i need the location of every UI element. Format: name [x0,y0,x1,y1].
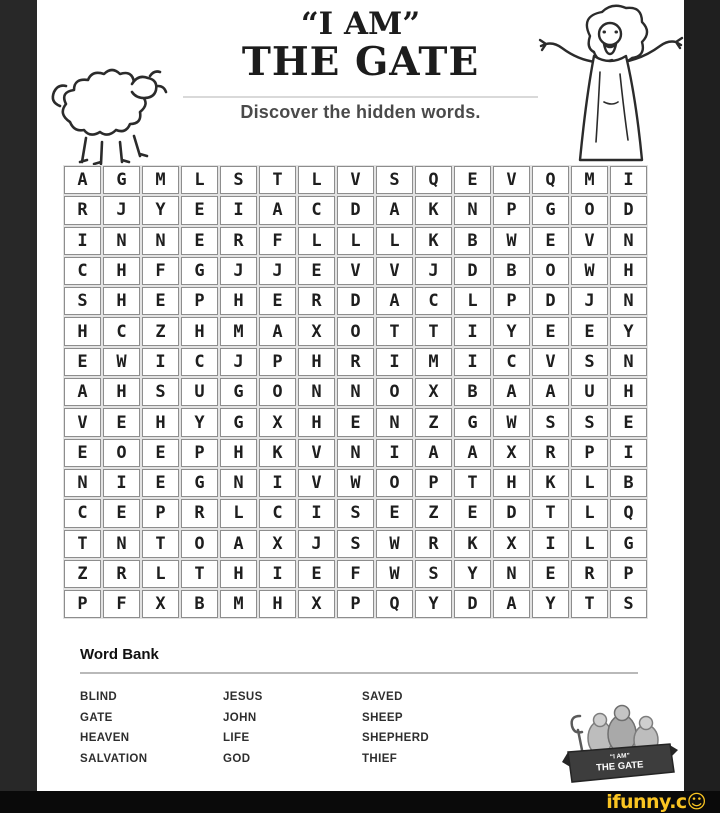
grid-cell: N [298,378,335,406]
grid-cell: E [376,499,413,527]
grid-cell: R [181,499,218,527]
grid-cell: P [493,196,530,224]
grid-cell: F [337,560,374,588]
grid-cell: Y [181,408,218,436]
grid-cell: F [259,227,296,255]
grid-cell: V [298,439,335,467]
puzzle-title-line1: “I AM” [300,6,421,42]
grid-cell: J [259,257,296,285]
grid-cell: N [610,348,647,376]
grid-cell: P [64,590,101,618]
grid-cell: N [454,196,491,224]
grid-cell: O [337,317,374,345]
grid-cell: S [571,348,608,376]
grid-cell: T [259,166,296,194]
grid-cell: Z [415,499,452,527]
grid-cell: E [610,408,647,436]
grid-cell: W [493,227,530,255]
grid-cell: K [532,469,569,497]
grid-cell: Q [532,166,569,194]
grid-cell: L [337,227,374,255]
grid-cell: J [220,257,257,285]
grid-cell: M [142,166,179,194]
grid-cell: Z [64,560,101,588]
grid-cell: Q [376,590,413,618]
grid-cell: D [610,196,647,224]
grid-cell: R [415,530,452,558]
grid-cell: H [181,317,218,345]
word-bank-word: SALVATION [80,752,148,765]
grid-cell: V [64,408,101,436]
grid-cell: N [493,560,530,588]
grid-cell: N [610,227,647,255]
grid-cell: P [259,348,296,376]
grid-cell: Q [415,166,452,194]
grid-cell: M [571,166,608,194]
grid-cell: R [571,560,608,588]
grid-cell: I [142,348,179,376]
grid-cell: X [142,590,179,618]
grid-cell: N [103,227,140,255]
grid-cell: I [610,166,647,194]
grid-cell: A [259,196,296,224]
grid-cell: I [532,530,569,558]
grid-cell: A [532,378,569,406]
grid-cell: B [493,257,530,285]
watermark-bar [0,791,720,813]
grid-cell: J [220,348,257,376]
ifunny-watermark [606,791,706,813]
grid-cell: N [376,408,413,436]
grid-cell: A [415,439,452,467]
grid-cell: E [103,408,140,436]
grid-cell: S [532,408,569,436]
grid-cell: O [259,378,296,406]
grid-cell: V [298,469,335,497]
grid-cell: E [181,196,218,224]
grid-cell: S [142,378,179,406]
grid-cell: G [454,408,491,436]
right-border [684,0,720,813]
grid-cell: C [64,257,101,285]
grid-cell: K [415,227,452,255]
grid-cell: H [103,257,140,285]
grid-cell: D [532,287,569,315]
grid-cell: O [571,196,608,224]
grid-cell: J [571,287,608,315]
grid-cell: Y [610,317,647,345]
grid-cell: D [454,590,491,618]
grid-cell: F [142,257,179,285]
grid-cell: E [532,227,569,255]
grid-cell: C [64,499,101,527]
grid-cell: I [220,196,257,224]
grid-cell: H [220,560,257,588]
word-bank-divider [80,672,638,674]
grid-cell: O [376,469,413,497]
grid-cell: C [493,348,530,376]
grid-cell: I [259,560,296,588]
grid-cell: L [181,166,218,194]
grid-cell: R [532,439,569,467]
grid-cell: I [103,469,140,497]
grid-cell: P [181,287,218,315]
grid-cell: V [571,227,608,255]
grid-cell: A [493,590,530,618]
word-bank-column [80,687,148,769]
grid-cell: H [610,257,647,285]
grid-cell: Y [532,590,569,618]
smiley-icon: ☺ [686,791,706,813]
grid-cell: L [571,499,608,527]
grid-cell: H [610,378,647,406]
grid-cell: E [298,560,335,588]
grid-cell: E [181,227,218,255]
grid-cell: G [220,408,257,436]
grid-cell: C [298,196,335,224]
grid-cell: E [532,317,569,345]
grid-cell: N [220,469,257,497]
grid-cell: T [571,590,608,618]
grid-cell: E [142,469,179,497]
grid-cell: V [337,257,374,285]
grid-cell: A [64,166,101,194]
grid-cell: S [64,287,101,315]
grid-cell: K [454,530,491,558]
grid-cell: X [259,408,296,436]
puzzle-title-line2: THE GATE [241,39,480,85]
grid-cell: E [532,560,569,588]
grid-cell: V [376,257,413,285]
grid-cell: L [571,530,608,558]
grid-cell: C [103,317,140,345]
grid-cell: O [103,439,140,467]
grid-cell: A [259,317,296,345]
grid-cell: O [532,257,569,285]
grid-cell: E [454,499,491,527]
word-bank-column [223,687,263,769]
grid-cell: A [64,378,101,406]
grid-cell: A [376,196,413,224]
grid-cell: H [142,408,179,436]
grid-cell: R [298,287,335,315]
grid-cell: V [337,166,374,194]
grid-cell: U [571,378,608,406]
word-bank-word: BLIND [80,691,118,703]
grid-cell: J [103,196,140,224]
grid-cell: E [298,257,335,285]
grid-cell: S [220,166,257,194]
grid-cell: M [220,590,257,618]
grid-cell: I [376,348,413,376]
grid-cell: N [337,439,374,467]
grid-cell: T [376,317,413,345]
grid-cell: R [337,348,374,376]
grid-cell: G [532,196,569,224]
grid-cell: B [610,469,647,497]
grid-cell: E [337,408,374,436]
grid-cell: W [493,408,530,436]
grid-cell: W [571,257,608,285]
grid-cell: G [181,257,218,285]
grid-cell: O [181,530,218,558]
grid-cell: D [493,499,530,527]
grid-cell: Y [493,317,530,345]
gate-logo-title-line1: “I AM” [609,752,631,761]
left-border [0,0,37,813]
grid-cell: C [415,287,452,315]
grid-cell: P [142,499,179,527]
grid-cell: L [220,499,257,527]
grid-cell: L [571,469,608,497]
grid-cell: I [376,439,413,467]
grid-cell: R [220,227,257,255]
grid-cell: N [64,469,101,497]
grid-cell: V [493,166,530,194]
grid-cell: L [298,227,335,255]
grid-cell: M [415,348,452,376]
grid-cell: M [220,317,257,345]
grid-cell: W [337,469,374,497]
grid-cell: J [298,530,335,558]
word-bank-word: GATE [80,711,113,724]
grid-cell: T [64,530,101,558]
word-grid [64,166,647,618]
grid-cell: X [415,378,452,406]
grid-cell: H [103,287,140,315]
grid-cell: H [298,408,335,436]
word-bank-heading: Word Bank [80,646,159,663]
grid-cell: I [454,317,491,345]
grid-cell: S [337,499,374,527]
gate-logo-banner [562,744,678,782]
word-bank-column [362,687,429,769]
word-bank-word: HEAVEN [80,732,130,744]
grid-cell: X [493,530,530,558]
page-title [37,6,684,85]
grid-cell: X [493,439,530,467]
grid-cell: X [298,317,335,345]
grid-cell: Q [610,499,647,527]
puzzle-subtitle: Discover the hidden words. [240,102,481,122]
grid-cell: O [376,378,413,406]
grid-cell: R [64,196,101,224]
grid-cell: A [454,439,491,467]
grid-cell: H [220,439,257,467]
grid-cell: W [103,348,140,376]
grid-cell: X [259,530,296,558]
grid-cell: U [181,378,218,406]
grid-cell: I [610,439,647,467]
gate-logo [558,700,680,792]
gate-logo-title-line2: THE GATE [595,759,644,774]
grid-cell: L [454,287,491,315]
word-bank-word: GOD [223,752,251,765]
grid-cell: H [64,317,101,345]
grid-cell: A [493,378,530,406]
grid-cell: N [142,227,179,255]
grid-cell: V [532,348,569,376]
grid-cell: E [259,287,296,315]
grid-cell: H [220,287,257,315]
grid-cell: D [337,196,374,224]
grid-cell: P [415,469,452,497]
grid-cell: L [376,227,413,255]
grid-cell: E [571,317,608,345]
grid-cell: W [376,530,413,558]
grid-cell: P [337,590,374,618]
word-bank-word: SAVED [362,691,403,703]
grid-cell: E [142,439,179,467]
grid-cell: I [454,348,491,376]
grid-cell: E [64,439,101,467]
grid-cell: A [220,530,257,558]
grid-cell: G [103,166,140,194]
grid-cell: E [142,287,179,315]
grid-cell: S [610,590,647,618]
grid-cell: N [610,287,647,315]
word-bank-word: THIEF [362,752,398,765]
grid-cell: W [376,560,413,588]
grid-cell: K [415,196,452,224]
grid-cell: E [454,166,491,194]
grid-cell: T [415,317,452,345]
word-bank-word: SHEEP [362,711,403,724]
word-bank-word: SHEPHERD [362,732,430,744]
grid-cell: J [415,257,452,285]
grid-cell: D [454,257,491,285]
grid-cell: E [103,499,140,527]
grid-cell: Z [142,317,179,345]
grid-cell: H [259,590,296,618]
grid-cell: K [259,439,296,467]
grid-cell: L [142,560,179,588]
grid-cell: E [64,348,101,376]
grid-cell: Z [415,408,452,436]
grid-cell: N [337,378,374,406]
grid-cell: B [454,227,491,255]
grid-cell: H [103,378,140,406]
grid-cell: C [181,348,218,376]
word-bank-word: JOHN [223,711,257,724]
grid-cell: G [610,530,647,558]
grid-cell: S [337,530,374,558]
grid-cell: T [142,530,179,558]
title-divider [183,96,538,98]
grid-cell: B [454,378,491,406]
grid-cell: C [259,499,296,527]
grid-cell: S [571,408,608,436]
word-bank-word: JESUS [223,691,263,703]
grid-cell: Y [454,560,491,588]
grid-cell: P [610,560,647,588]
grid-cell: G [181,469,218,497]
ifunny-watermark-text: ifunny.c [606,791,687,813]
grid-cell: I [298,499,335,527]
grid-cell: I [64,227,101,255]
grid-cell: T [532,499,569,527]
grid-cell: G [220,378,257,406]
grid-cell: B [181,590,218,618]
grid-cell: S [376,166,413,194]
grid-cell: I [259,469,296,497]
grid-cell: P [181,439,218,467]
grid-cell: H [493,469,530,497]
grid-cell: N [103,530,140,558]
grid-cell: P [571,439,608,467]
grid-cell: T [454,469,491,497]
grid-cell: L [298,166,335,194]
grid-cell: P [493,287,530,315]
grid-cell: Y [142,196,179,224]
grid-cell: H [298,348,335,376]
grid-cell: X [298,590,335,618]
grid-cell: D [337,287,374,315]
grid-cell: R [103,560,140,588]
grid-cell: Y [415,590,452,618]
grid-cell: A [376,287,413,315]
word-bank-word: LIFE [223,732,250,744]
grid-cell: T [181,560,218,588]
grid-cell: S [415,560,452,588]
grid-cell: F [103,590,140,618]
